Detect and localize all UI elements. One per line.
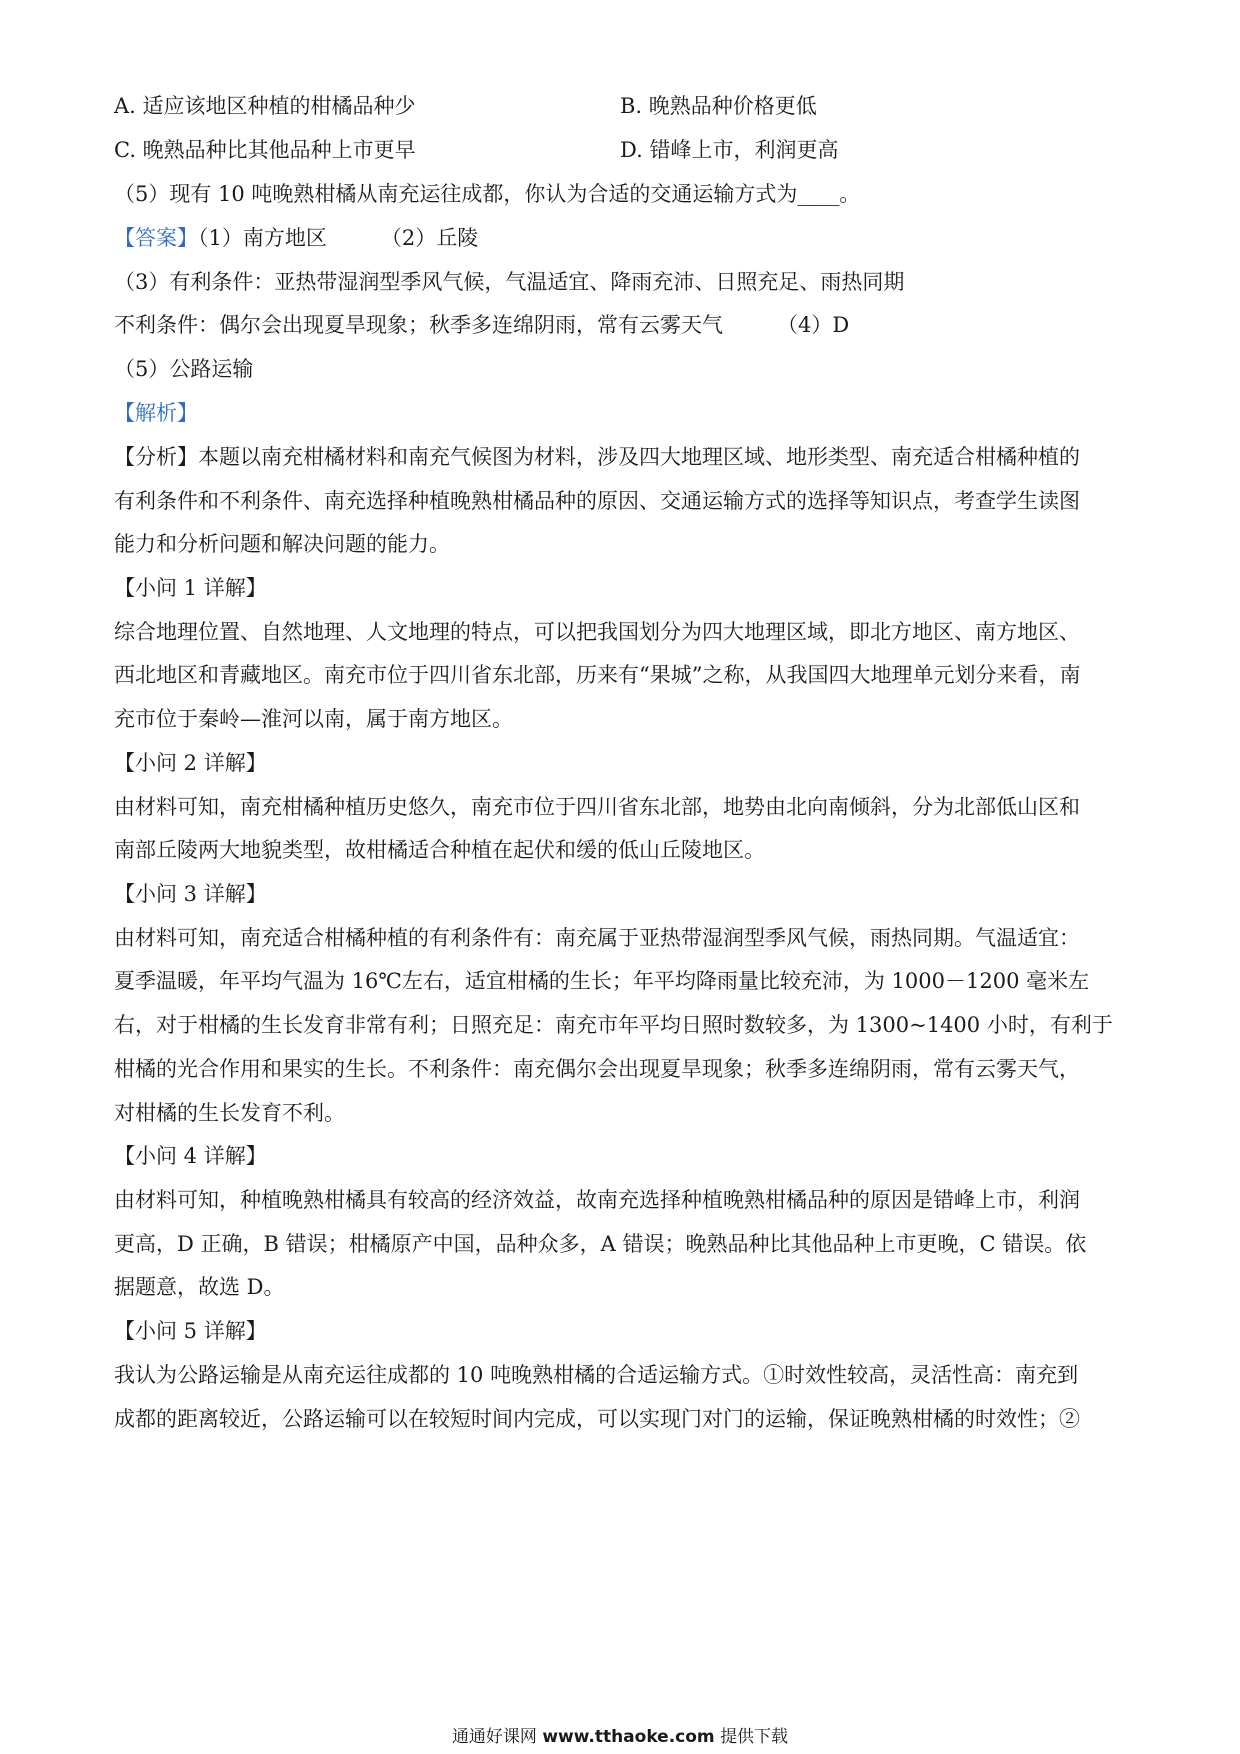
page-footer bbox=[0, 1726, 1240, 1748]
answer-line-1 bbox=[114, 224, 1130, 252]
sub1-line: 充市位于秦岭—淮河以南，属于南方地区。 bbox=[114, 707, 513, 731]
sub3-title: 【小问 3 详解】 bbox=[114, 882, 267, 906]
option-a: A. 适应该地区种植的柑橘品种少 bbox=[114, 94, 416, 118]
option-d: D. 错峰上市，利润更高 bbox=[620, 138, 839, 162]
question-5: （5）现有 10 吨晚熟柑橘从南充运往成都，你认为合适的交通运输方式为____。 bbox=[114, 182, 861, 206]
footer-suffix: 提供下载 bbox=[720, 1727, 789, 1747]
sub5-line: 成都的距离较近，公路运输可以在较短时间内完成，可以实现门对门的运输，保证晚熟柑橘的时效性；② bbox=[114, 1407, 1080, 1431]
sub2-title: 【小问 2 详解】 bbox=[114, 751, 267, 775]
analysis-overview-line: 能力和分析问题和解决问题的能力。 bbox=[114, 532, 450, 556]
sub3-line: 对柑橘的生长发育不利。 bbox=[114, 1101, 345, 1125]
option-c: C. 晚熟品种比其他品种上市更早 bbox=[114, 138, 416, 162]
answer-q2: （2）丘陵 bbox=[380, 226, 479, 250]
sub1-line: 综合地理位置、自然地理、人文地理的特点，可以把我国划分为四大地理区域，即北方地区、南方地区、 bbox=[114, 620, 1080, 644]
sub1-line: 西北地区和青藏地区。南充市位于四川省东北部，历来有“果城”之称，从我国四大地理单元划分来看，南 bbox=[114, 663, 1081, 687]
sub4-line: 据题意，故选 D。 bbox=[114, 1275, 285, 1299]
sub3-line: 右，对于柑橘的生长发育非常有利；日照充足：南充市年平均日照时数较多，为 1300~1400 小时，有利于 bbox=[114, 1013, 1113, 1037]
sub4-title: 【小问 4 详解】 bbox=[114, 1144, 267, 1168]
sub1-title: 【小问 1 详解】 bbox=[114, 576, 267, 600]
answer-line-4 bbox=[114, 311, 1130, 339]
sub3-line: 由材料可知，南充适合柑橘种植的有利条件有：南充属于亚热带湿润型季风气候，雨热同期。气温适宜： bbox=[114, 926, 1080, 950]
answer-q5: （5）公路运输 bbox=[114, 357, 254, 381]
sub3-line: 夏季温暖，年平均气温为 16℃左右，适宜柑橘的生长；年平均降雨量比较充沛，为 1000－1200 毫米左 bbox=[114, 969, 1090, 993]
sub4-line: 更高，D 正确，B 错误；柑橘原产中国，品种众多，A 错误；晚熟品种比其他品种上市更晚，C 错误。依 bbox=[114, 1232, 1087, 1256]
sub3-line: 柑橘的光合作用和果实的生长。不利条件：南充偶尔会出现夏旱现象；秋季多连绵阴雨，常有云雾天气， bbox=[114, 1057, 1080, 1081]
answer-label: 【答案】 bbox=[114, 226, 198, 250]
sub5-title: 【小问 5 详解】 bbox=[114, 1319, 267, 1343]
answer-q4: （4）D bbox=[777, 313, 850, 337]
footer-site-url[interactable]: www.tthaoke.com bbox=[542, 1727, 715, 1747]
sub4-line: 由材料可知，种植晚熟柑橘具有较高的经济效益，故南充选择种植晚熟柑橘品种的原因是错峰上市，利润 bbox=[114, 1188, 1080, 1212]
answer-q1: （1）南方地区 bbox=[198, 226, 327, 250]
sub2-line: 由材料可知，南充柑橘种植历史悠久，南充市位于四川省东北部，地势由北向南倾斜，分为北部低山区和 bbox=[114, 795, 1080, 819]
footer-site-name: 通通好课网 bbox=[451, 1727, 537, 1747]
analysis-overview-line: 有利条件和不利条件、南充选择种植晚熟柑橘品种的原因、交通运输方式的选择等知识点，考查学生读图 bbox=[114, 489, 1080, 513]
answer-q3-unfavorable: 不利条件：偶尔会出现夏旱现象；秋季多连绵阴雨，常有云雾天气 bbox=[114, 313, 723, 337]
sub2-line: 南部丘陵两大地貌类型，故柑橘适合种植在起伏和缓的低山丘陵地区。 bbox=[114, 838, 765, 862]
analysis-overview-line: 【分析】本题以南充柑橘材料和南充气候图为材料，涉及四大地理区域、地形类型、南充适合柑橘种植的 bbox=[114, 445, 1080, 469]
option-b: B. 晚熟品种价格更低 bbox=[620, 94, 817, 118]
sub5-line: 我认为公路运输是从南充运往成都的 10 吨晚熟柑橘的合适运输方式。①时效性较高，灵活性高：南充到 bbox=[114, 1363, 1079, 1387]
analysis-label: 【解析】 bbox=[114, 401, 198, 425]
answer-q3-favorable: （3）有利条件：亚热带湿润型季风气候，气温适宜、降雨充沛、日照充足、雨热同期 bbox=[114, 270, 905, 294]
